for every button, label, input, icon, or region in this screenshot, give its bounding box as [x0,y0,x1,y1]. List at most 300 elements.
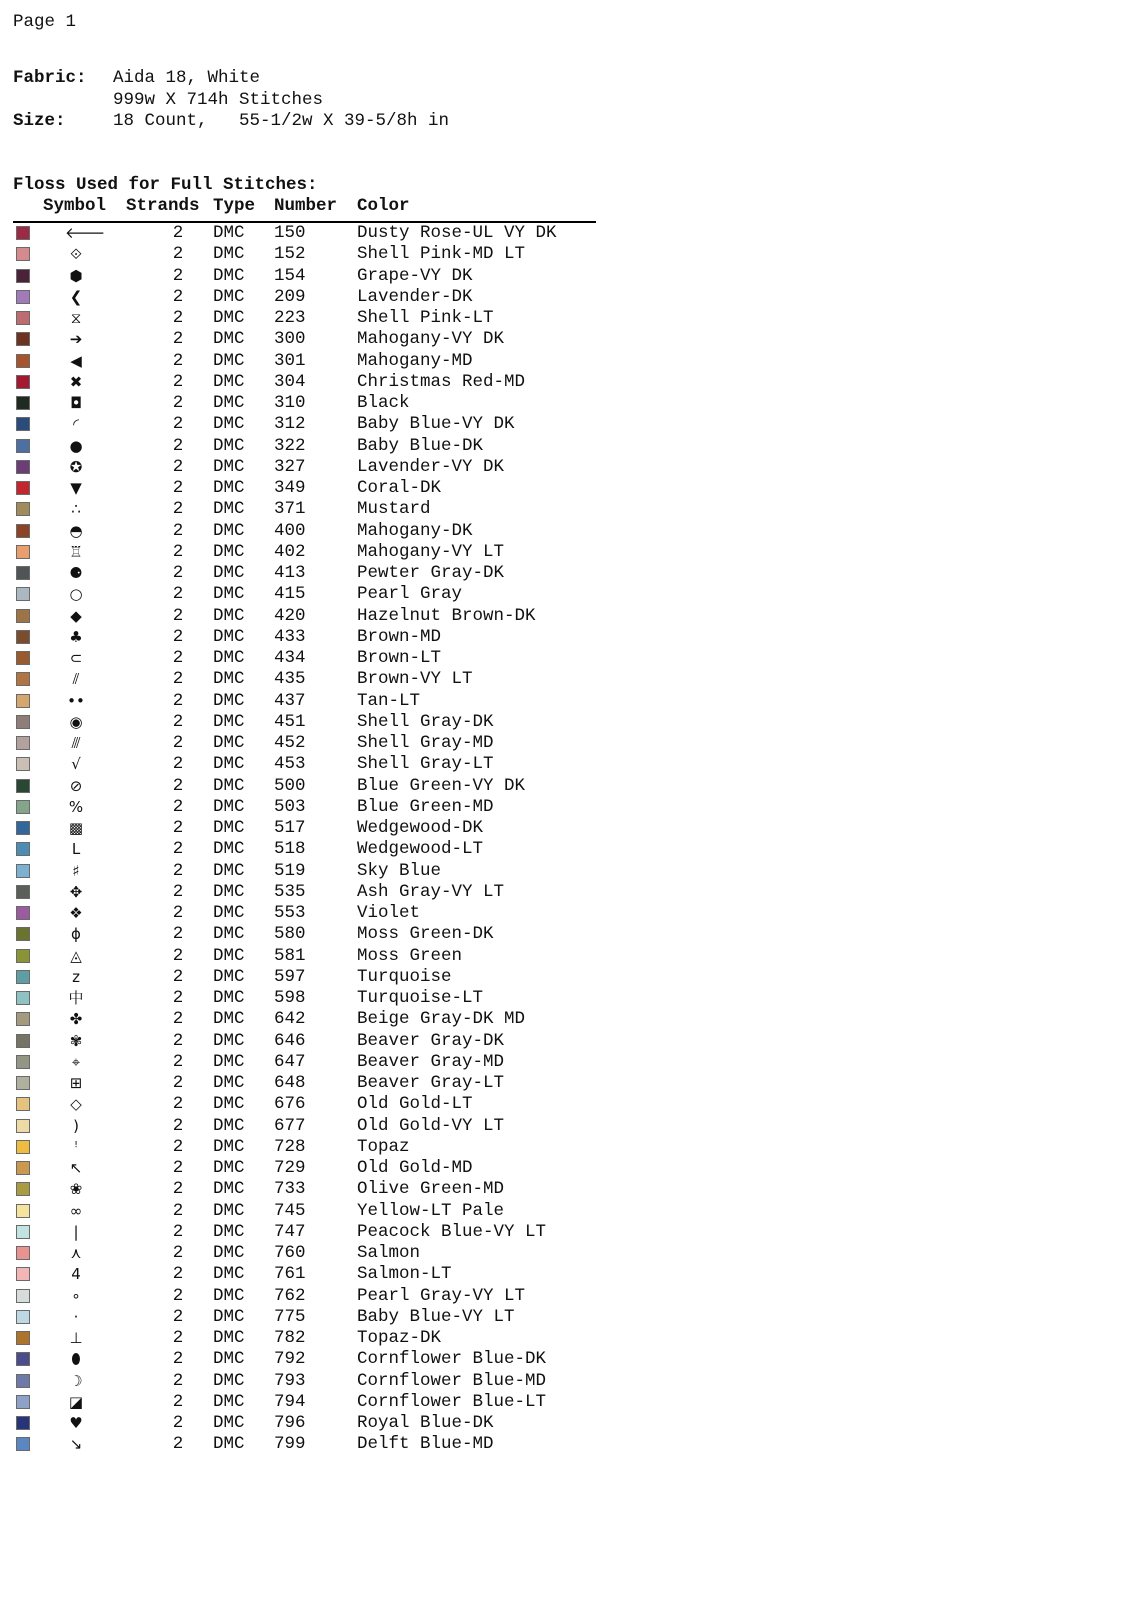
type-cell: DMC [213,1391,245,1412]
type-cell: DMC [213,308,245,328]
type-cell: DMC [213,286,245,307]
stitch-symbol: ⬮ [71,1350,81,1369]
stitch-symbol: ▩ [68,819,84,837]
color-swatch [16,439,30,453]
stitches-row [13,90,449,112]
color-name-cell: Christmas Red-MD [357,371,526,392]
number-cell: 793 [274,1370,306,1391]
type-cell: DMC [213,350,245,371]
color-name-cell: Pewter Gray-DK [357,563,505,583]
strands-cell: 2 [172,1073,184,1093]
type-cell: DMC [213,1306,245,1327]
size-label: Size: [13,111,66,132]
color-name-cell: Shell Pink-MD LT [357,244,526,265]
color-swatch [16,269,30,283]
header-type: Type [213,196,256,216]
strands-cell: 2 [172,520,184,541]
stitch-symbol: ⚈ [69,564,83,582]
color-name-cell: Old Gold-VY LT [357,1115,505,1136]
strands-cell: 2 [172,733,184,753]
type-cell: DMC [213,648,245,668]
color-swatch [16,502,30,516]
stitch-symbol: ◓ [69,521,83,540]
header-strands: Strands [126,196,200,216]
number-cell: 598 [274,988,306,1008]
stitch-symbol: ɸ [71,925,81,944]
strands-cell: 2 [172,563,184,583]
table-row [13,1094,613,1115]
table-row [13,584,613,605]
number-cell: 761 [274,1264,306,1285]
number-cell: 581 [274,945,306,966]
strands-cell: 2 [172,286,184,307]
type-cell: DMC [213,1158,245,1178]
number-cell: 799 [274,1434,306,1455]
number-cell: 503 [274,796,306,817]
type-cell: DMC [213,520,245,541]
strands-cell: 2 [172,945,184,966]
type-cell: DMC [213,1221,245,1242]
strands-cell: 2 [172,775,184,796]
stitch-symbol: ) [73,1116,79,1135]
strands-cell: 2 [172,605,184,626]
color-swatch [16,694,30,708]
strands-cell: 2 [172,1009,184,1030]
table-row [13,372,613,393]
floss-section-title: Floss Used for Full Stitches: [13,175,318,195]
table-row [13,1307,613,1328]
color-swatch [16,1310,30,1324]
table-row [13,499,613,520]
number-cell: 580 [274,924,306,945]
color-swatch [16,1331,30,1345]
color-swatch [16,949,30,963]
stitch-symbol: ✥ [69,882,83,901]
color-name-cell: Mahogany-VY DK [357,329,505,350]
type-cell: DMC [213,414,245,435]
stitch-symbol: ◬ [70,946,82,965]
stitch-symbol: ✖ [69,372,83,391]
strands-cell: 2 [172,265,184,286]
color-swatch [16,1437,30,1451]
table-row [13,669,613,690]
stitch-symbol: ● [69,436,83,455]
color-name-cell: Baby Blue-DK [357,435,484,456]
color-name-cell: Delft Blue-MD [357,1434,494,1455]
type-cell: DMC [213,1349,245,1370]
strands-cell: 2 [172,393,184,413]
strands-cell: 2 [172,1370,184,1391]
color-name-cell: Turquoise-LT [357,988,484,1008]
table-row [13,414,613,435]
table-row [13,1116,613,1137]
strands-cell: 2 [172,1115,184,1136]
color-swatch [16,1182,30,1196]
type-cell: DMC [213,711,245,732]
color-swatch [16,1246,30,1260]
strands-cell: 2 [172,308,184,328]
table-row [13,861,613,882]
stitch-symbol: ⊘ [69,776,83,795]
color-name-cell: Baby Blue-VY DK [357,414,515,435]
stitch-symbol: ↖ [69,1159,83,1177]
stitch-symbol: ◆ [70,606,82,625]
stitch-symbol: ∞ [69,1201,83,1220]
color-swatch [16,1012,30,1026]
strands-cell: 2 [172,1306,184,1327]
number-cell: 413 [274,563,306,583]
stitch-symbol: ◜ [73,415,79,434]
type-cell: DMC [213,1179,245,1200]
strands-cell: 2 [172,690,184,711]
color-name-cell: Wedgewood-LT [357,839,484,860]
color-name-cell: Topaz [357,1136,410,1157]
stitch-symbol: ⌖ [71,1052,81,1071]
stitch-symbol: · [73,1307,79,1326]
strands-cell: 2 [172,1221,184,1242]
color-name-cell: Mustard [357,499,431,520]
stitch-symbol: ꜝ [74,1137,78,1156]
color-name-cell: Moss Green-DK [357,924,494,945]
color-swatch [16,545,30,559]
type-cell: DMC [213,1243,245,1263]
stitch-symbol: ❖ [69,904,83,922]
number-cell: 371 [274,499,306,520]
size-value: 18 Count, 55-1/2w X 39-5/8h in [113,111,450,132]
color-swatch [16,800,30,814]
color-name-cell: Cornflower Blue-DK [357,1349,547,1370]
color-name-cell: Tan-LT [357,690,421,711]
type-cell: DMC [213,988,245,1008]
color-name-cell: Old Gold-LT [357,1094,473,1115]
stitch-symbol: ⟐ [70,245,82,264]
number-cell: 597 [274,966,306,987]
color-name-cell: Brown-LT [357,648,442,668]
color-swatch [16,1267,30,1281]
color-swatch [16,311,30,325]
number-cell: 729 [274,1158,306,1178]
color-name-cell: Beige Gray-DK MD [357,1009,526,1030]
type-cell: DMC [213,924,245,945]
color-swatch [16,1289,30,1303]
stitch-symbol: ➔ [69,330,83,349]
strands-cell: 2 [172,478,184,498]
table-row [13,1349,613,1370]
number-cell: 792 [274,1349,306,1370]
table-row [13,903,613,924]
number-cell: 762 [274,1285,306,1306]
type-cell: DMC [213,1434,245,1455]
table-row [13,1286,613,1307]
number-cell: 300 [274,329,306,350]
table-row [13,1371,613,1392]
color-name-cell: Beaver Gray-DK [357,1030,505,1051]
color-swatch [16,226,30,240]
color-name-cell: Olive Green-MD [357,1179,505,1200]
color-name-cell: Lavender-VY DK [357,456,505,477]
type-cell: DMC [213,1413,245,1433]
color-swatch [16,715,30,729]
strands-cell: 2 [172,541,184,562]
color-swatch [16,566,30,580]
stitch-symbol: | [73,1222,79,1241]
color-name-cell: Violet [357,903,421,923]
number-cell: 434 [274,648,306,668]
color-name-cell: Beaver Gray-LT [357,1073,505,1093]
number-cell: 209 [274,286,306,307]
stitch-symbol: L [71,840,81,859]
number-cell: 728 [274,1136,306,1157]
number-cell: 794 [274,1391,306,1412]
fabric-info [13,68,449,133]
stitch-symbol: ✤ [69,1010,83,1029]
strands-cell: 2 [172,754,184,775]
color-name-cell: Blue Green-VY DK [357,775,526,796]
strands-cell: 2 [172,903,184,923]
number-cell: 452 [274,733,306,753]
number-cell: 415 [274,584,306,605]
table-row [13,1201,613,1222]
number-cell: 433 [274,626,306,647]
color-swatch [16,396,30,410]
table-row [13,351,613,372]
strands-cell: 2 [172,223,184,243]
strands-cell: 2 [172,435,184,456]
number-cell: 400 [274,520,306,541]
number-cell: 304 [274,371,306,392]
type-cell: DMC [213,435,245,456]
number-cell: 312 [274,414,306,435]
number-cell: 518 [274,839,306,860]
stitch-symbol: ◀ [70,351,82,370]
stitch-symbol: 🡐 [65,224,106,242]
color-name-cell: Shell Gray-MD [357,733,494,753]
strands-cell: 2 [172,924,184,945]
table-row [13,1328,613,1349]
stitch-symbol: ⫻ [71,734,81,752]
color-swatch [16,290,30,304]
type-cell: DMC [213,796,245,817]
strands-cell: 2 [172,1349,184,1370]
type-cell: DMC [213,541,245,562]
color-swatch [16,524,30,538]
number-cell: 517 [274,818,306,838]
table-row [13,1158,613,1179]
color-name-cell: Beaver Gray-MD [357,1051,505,1072]
table-row [13,1052,613,1073]
number-cell: 553 [274,903,306,923]
color-swatch [16,1225,30,1239]
color-name-cell: Mahogany-DK [357,520,473,541]
color-name-cell: Topaz-DK [357,1328,442,1348]
fabric-row [13,68,449,90]
stitch-symbol: ○ [69,585,83,604]
number-cell: 402 [274,541,306,562]
table-row [13,244,613,265]
color-swatch [16,970,30,984]
strands-cell: 2 [172,244,184,265]
header-number: Number [274,196,338,216]
color-swatch [16,1352,30,1366]
color-name-cell: Shell Gray-DK [357,711,494,732]
type-cell: DMC [213,754,245,775]
type-cell: DMC [213,860,245,881]
type-cell: DMC [213,903,245,923]
strands-cell: 2 [172,1179,184,1200]
strands-cell: 2 [172,350,184,371]
color-name-cell: Coral-DK [357,478,442,498]
stitch-symbol: ✪ [69,457,83,476]
type-cell: DMC [213,1136,245,1157]
type-cell: DMC [213,223,245,243]
color-name-cell: Grape-VY DK [357,265,473,286]
color-name-cell: Moss Green [357,945,463,966]
type-cell: DMC [213,1285,245,1306]
color-name-cell: Wedgewood-DK [357,818,484,838]
type-cell: DMC [213,1370,245,1391]
type-cell: DMC [213,839,245,860]
color-name-cell: Peacock Blue-VY LT [357,1221,547,1242]
color-name-cell: Turquoise [357,966,452,987]
color-name-cell: Blue Green-MD [357,796,494,817]
type-cell: DMC [213,499,245,520]
strands-cell: 2 [172,1434,184,1455]
strands-cell: 2 [172,1200,184,1221]
number-cell: 733 [274,1179,306,1200]
color-swatch [16,1034,30,1048]
number-cell: 500 [274,775,306,796]
table-row [13,266,613,287]
type-cell: DMC [213,1094,245,1115]
strands-cell: 2 [172,499,184,520]
table-row [13,223,613,244]
type-cell: DMC [213,478,245,498]
color-swatch [16,757,30,771]
stitch-symbol: ♥ [69,1414,83,1432]
table-row [13,393,613,414]
number-cell: 796 [274,1413,306,1433]
color-swatch [16,1119,30,1133]
strands-cell: 2 [172,1051,184,1072]
type-cell: DMC [213,371,245,392]
color-name-cell: Shell Gray-LT [357,754,494,775]
number-cell: 647 [274,1051,306,1072]
color-name-cell: Dusty Rose-UL VY DK [357,223,557,243]
table-row [13,776,613,797]
color-name-cell: Lavender-DK [357,286,473,307]
table-row [13,882,613,903]
strands-cell: 2 [172,1136,184,1157]
strands-cell: 2 [172,1158,184,1178]
color-name-cell: Brown-MD [357,626,442,647]
strands-cell: 2 [172,669,184,690]
table-row [13,754,613,775]
strands-cell: 2 [172,988,184,1008]
table-row [13,542,613,563]
table-row [13,457,613,478]
number-cell: 310 [274,393,306,413]
table-row [13,329,613,350]
color-swatch [16,1204,30,1218]
color-swatch [16,736,30,750]
color-swatch [16,460,30,474]
stitch-symbol: ❮ [69,287,83,306]
stitch-symbol: 4 [71,1265,81,1284]
table-row [13,627,613,648]
stitch-symbol: √ [71,755,81,774]
table-row [13,839,613,860]
type-cell: DMC [213,626,245,647]
number-cell: 775 [274,1306,306,1327]
number-cell: 782 [274,1328,306,1348]
color-swatch [16,906,30,920]
stitch-symbol: ◪ [68,1392,84,1411]
number-cell: 154 [274,265,306,286]
number-cell: 677 [274,1115,306,1136]
number-cell: 676 [274,1094,306,1115]
table-row [13,648,613,669]
table-row [13,521,613,542]
floss-rows [13,223,613,1456]
color-name-cell: Cornflower Blue-LT [357,1391,547,1412]
number-cell: 301 [274,350,306,371]
color-swatch [16,587,30,601]
header-color: Color [357,196,410,216]
strands-cell: 2 [172,796,184,817]
table-row [13,733,613,754]
number-cell: 437 [274,690,306,711]
stitch-symbol: ◉ [69,712,83,731]
stitch-symbol: ♖ [69,542,83,561]
type-cell: DMC [213,1030,245,1051]
number-cell: 642 [274,1009,306,1030]
size-row [13,111,449,133]
table-row [13,712,613,733]
table-row [13,1031,613,1052]
table-row [13,946,613,967]
color-swatch [16,609,30,623]
type-cell: DMC [213,1328,245,1348]
color-name-cell: Mahogany-VY LT [357,541,505,562]
number-cell: 451 [274,711,306,732]
color-name-cell: Old Gold-MD [357,1158,473,1178]
fabric-value: Aida 18, White [113,68,261,88]
color-swatch [16,821,30,835]
table-row [13,1222,613,1243]
type-cell: DMC [213,563,245,583]
color-swatch [16,1416,30,1430]
stitch-symbol: ⬢ [69,266,83,285]
number-cell: 453 [274,754,306,775]
number-cell: 322 [274,435,306,456]
number-cell: 535 [274,881,306,902]
stitch-symbol: 中 [68,989,84,1007]
stitch-symbol: ✾ [69,1031,83,1050]
strands-cell: 2 [172,1264,184,1285]
color-swatch [16,672,30,686]
number-cell: 349 [274,478,306,498]
color-swatch [16,885,30,899]
color-swatch [16,1374,30,1388]
stitch-symbol: ⊂ [69,649,83,667]
color-swatch [16,375,30,389]
color-swatch [16,247,30,261]
type-cell: DMC [213,775,245,796]
header-symbol: Symbol [43,196,107,216]
strands-cell: 2 [172,881,184,902]
color-name-cell: Ash Gray-VY LT [357,881,505,902]
number-cell: 519 [274,860,306,881]
